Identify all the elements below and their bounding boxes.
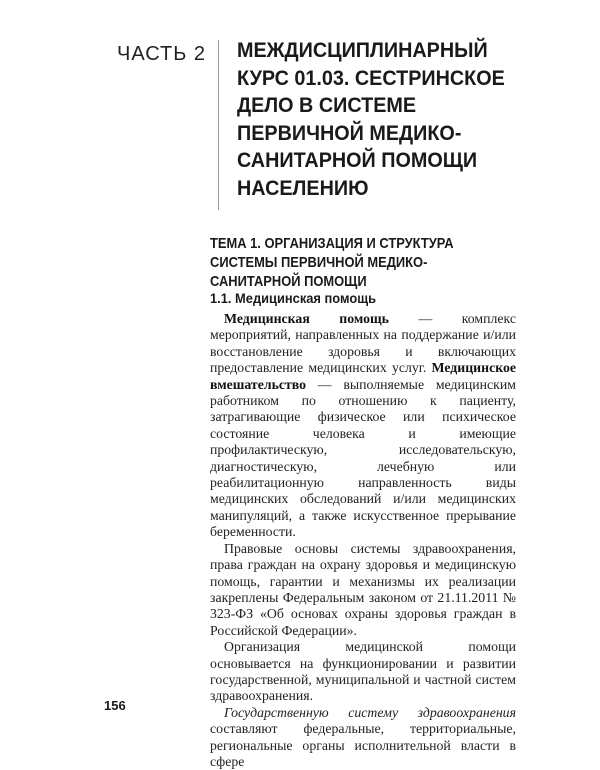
term-state-system: Государственную систему здравоохранения [224, 704, 516, 720]
body-text [210, 311, 516, 770]
paragraph-3: Организация медицинской помощи основывается на функционировании и развитии государственной, муниципальной и частной систем здравоохранения. [210, 639, 516, 704]
term-medical-intervention: Медицинское вмешательство [210, 360, 516, 392]
part-label: ЧАСТЬ 2 [117, 43, 207, 65]
paragraph-4-text: составляют федеральные, территориальные, региональные органы исполнительной власти в сфере [210, 721, 516, 769]
part-title: МЕЖДИСЦИПЛИНАРНЫЙ КУРС 01.03. СЕСТРИНСКОЕ ДЕЛО В СИСТЕМЕ ПЕРВИЧНОЙ МЕДИКО-САНИТАРНОЙ ПОМОЩИ НАСЕЛЕНИЮ [237, 38, 505, 200]
paragraph-1-text-a: — комплекс мероприятий, направленных на поддержание и/или восстановление здоровья и включающих предоставление медицинских услуг. [210, 311, 516, 376]
paragraph-4 [210, 705, 516, 770]
paragraph-1-text-b: — выполняемые медицинским работником по отношению к пациенту, затрагивающие физическое или психическое состояние человека и имеющие профилактическую, исследовательскую, диагностическую, лечебную или реабилитационную направленность виды медицинских обследований и/или медицинских манипуляций, а также искусственное прерывание беременности. [210, 376, 516, 540]
term-medical-care: Медицинская помощь [224, 311, 389, 326]
section-title: 1.1. Медицинская помощь [210, 290, 377, 306]
paragraph-1 [210, 311, 516, 541]
page-number: 156 [104, 698, 126, 713]
topic-title: ТЕМА 1. ОРГАНИЗАЦИЯ И СТРУКТУРА СИСТЕМЫ ПЕРВИЧНОЙ МЕДИКО-САНИТАРНОЙ ПОМОЩИ [210, 235, 454, 290]
paragraph-2: Правовые основы системы здравоохранения, права граждан на охрану здоровья и медицинскую помощь, гарантии и механизмы их реализации закреплены Федеральным законом от 21.11.2011 № 323-ФЗ «Об основах охраны здоровья граждан в Российской Федерации». [210, 540, 516, 638]
vertical-divider [218, 40, 219, 210]
